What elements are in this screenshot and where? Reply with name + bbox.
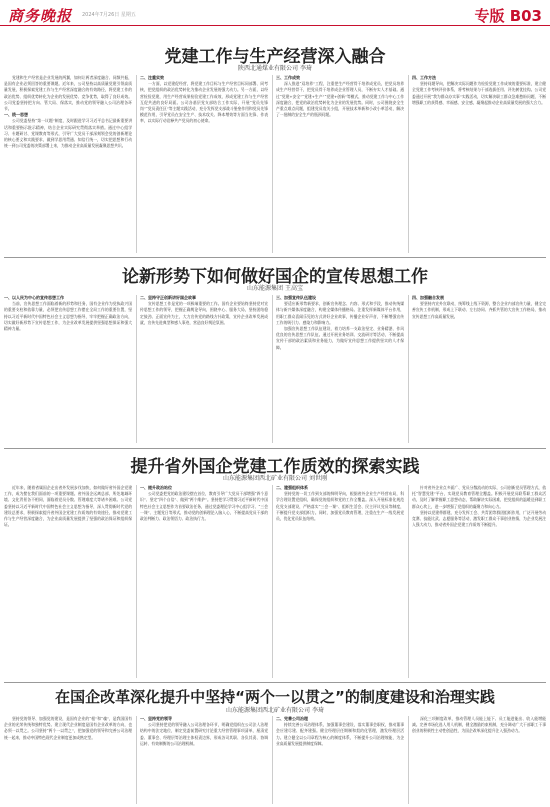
column-divider xyxy=(408,716,409,804)
article-2-byline: 山东能源集团 王高宝 xyxy=(247,285,303,292)
article-1-column-1 xyxy=(4,75,132,253)
article-1-column-3 xyxy=(276,75,404,253)
article-1-column-4 xyxy=(412,75,546,253)
column-divider xyxy=(272,716,273,804)
article-4-column-1 xyxy=(4,716,132,804)
paragraph: 加强宣传思想工作队伍建设，着力培养一支政治坚定、业务精湛、作风优良的宣传思想工作队伍。通过开展业务培训、交流研讨等活动，不断提高宣传干部的政治素质和业务能力，为做好宣传思想工作提供坚实的人才保障。 xyxy=(276,326,404,350)
subheading: 一、提升政治站位 xyxy=(140,485,172,490)
paragraph: 坚持以党建带群建，充分发挥工会、共青团等群团组织作用，广泛开展劳动竞赛、技能比武、志愿服务等活动，激发职工群众干事创业热情，为企业发展注入强大动力，推动省外国企党建工作质效不断提升。 xyxy=(412,509,546,528)
article-4-column-3 xyxy=(276,716,404,804)
paragraph: 一方面，以党建促经营，将党建工作目标与生产经营目标同部署、同考核，把党组织的政治优势转化为推动企业发展的强大动力。另一方面，以经营检验党建，用生产经营成果检验党建工作成效，形成党建工作与生产经营互促共进的良好局面。公司各基层党支部结合工作实际，开展“党员先锋岗”“党员责任区”等主题实践活动，充分发挥党支部战斗堡垒作用和党员先锋模范作用，引导党员在安全生产、技术攻关、降本增效等方面当先锋、作表率，以实际行动诠释共产党员的初心使命。 xyxy=(140,81,268,124)
column-divider xyxy=(272,485,273,678)
article-4-byline: 山东能源集团西北矿业有限公司 李琦 xyxy=(226,707,324,714)
paragraph: 党建和生产经营是企业发展的两翼，如何让两者深度融合、同频共振，是国有企业必须回答的重要课题。近年来，公司坚持以高质量党建引领高质量发展，积极探索党建工作与生产经营深度融合的有效路径，将党建工作的政治优势、组织优势转化为企业的发展优势、竞争优势，取得了良好成效。公司党委坚持把方向、管大局、保落实，推动党的领导融入公司治理各环节。 xyxy=(4,75,132,112)
article-2-column-4 xyxy=(412,295,546,443)
column-divider xyxy=(136,75,137,253)
article-1-byline: 陕西北通煤业有限公司 李琦 xyxy=(238,65,312,72)
subheading: 三、加强宣传队伍建设 xyxy=(276,295,316,300)
paragraph: 宣传思想工作是党的一项极端重要的工作。国有企业要始终坚持党对宣传思想工作的领导，把握正确舆论导向，围绕中心、服务大局，坚持团结稳定鼓劲、正面宣传为主，大力宣传党的路线方针政策，宣传企业改革发展成就，宣传先进典型和感人事迹，营造良好舆论氛围。 xyxy=(140,301,268,325)
paragraph: 坚持问题导向，把解决实际问题作为检验党建工作成效的重要标准，建立健全党建工作考核评价体系，将考核结果与干部选拔任用、评先树优挂钩。公司党委通过开展“我为群众办实事”实践活动，切实解决职工群众急难愁盼问题，不断增强职工的获得感、幸福感、安全感，凝聚起推动企业高质量发展的强大合力。 xyxy=(412,81,546,105)
article-4-column-2 xyxy=(140,716,268,804)
paragraph: 要坚持内宣外宣联动，统筹线上线下资源，整合企业内部宣传力量，健全完善宣传工作机制，形成上下联动、左右协同、齐抓共管的大宣传工作格局，推动宣传思想工作高质量发展。 xyxy=(412,301,546,319)
article-2-column-2 xyxy=(140,295,268,443)
article-2-column-1 xyxy=(4,295,132,443)
article-2-title: 论新形势下如何做好国企的宣传思想工作 xyxy=(122,267,428,287)
subheading: 一、统一思想 xyxy=(4,112,28,118)
paragraph: 当前，宣传思想工作面临着新的形势和任务，国有企业作为党执政兴国的重要支柱和依靠力量，必须把宣传思想工作摆在全局工作的重要位置，坚持以习近平新时代中国特色社会主义思想为指导，牢牢把握正确政治方向，切实做好新形势下宣传思想工作，为企业改革发展提供坚强思想保证和强大精神力量。 xyxy=(4,301,132,332)
paragraph: 深化三项制度改革，推动管理人员能上能下、员工能进能出、收入能增能减。完善市场化选人用人机制，健全激励约束机制，充分调动广大干部职工干事创业的积极性主动性创造性，为国企改革深化提升注入强劲动力。 xyxy=(412,716,546,734)
article-4-column-4 xyxy=(412,716,546,804)
paragraph: 深入推进“双培养”工程，注重把生产经营骨干培养成党员，把党员培养成生产经营骨干，把党员骨干培养成企业管理人员，不断夯实人才基础。通过“党建+安全”“党建+生产”“党建+创新”等模式，推动党建工作与中心工作深度融合，把党的政治优势转化为企业的发展优势。同时，公司围绕安全生产重点难点问题，组建党员攻关小组，开展技术革新和小改小革活动，解决了一批制约安全生产的瓶颈问题。 xyxy=(276,81,404,118)
subheading: 三、工作成效 xyxy=(276,75,300,80)
column-divider xyxy=(136,295,137,443)
subheading: 二、坚持守正创新讲好国企故事 xyxy=(140,295,196,300)
paragraph: 公司党委把党的政治建设摆在首位，教育引导广大党员干部增强“四个意识”、坚定“四个自信”、做到“两个维护”。坚持把学习贯彻习近平新时代中国特色社会主义思想作为首要政治任务，通过党委理论学习中心组学习、“三会一课”、主题党日等形式，推动党的创新理论入脑入心，不断提高党员干部的政治判断力、政治领悟力、政治执行力。 xyxy=(140,491,268,522)
subheading: 一、坚持党的领导 xyxy=(140,716,172,721)
article-3-column-2 xyxy=(140,485,268,678)
article-3-column-1 xyxy=(4,485,132,678)
subheading: 二、注重实效 xyxy=(140,75,164,80)
paragraph: 公司坚持把党的领导融入公司治理各环节，明确党组织在公司法人治理结构中的法定地位，制定党委前置研究讨论重大经营管理事项清单，厘清党委、董事会、经理层等治理主体权责边界，形成各司其职、各负其责、协调运转、有效制衡的公司治理机制。 xyxy=(140,722,268,746)
column-divider xyxy=(136,716,137,804)
subheading: 四、工作方法 xyxy=(412,75,436,80)
article-3-title: 提升省外国企党建工作质效的探索实践 xyxy=(130,457,420,477)
section-divider xyxy=(4,448,546,449)
column-divider xyxy=(272,75,273,253)
subheading: 一、以人民为中心的宣传思想工作 xyxy=(4,295,64,300)
subheading: 二、建强组织体系 xyxy=(276,485,308,490)
masthead xyxy=(0,0,550,28)
article-3-column-4 xyxy=(412,485,546,678)
article-2-column-3 xyxy=(276,295,404,443)
paragraph: 公司党委坚持“第一议题”制度，及时跟进学习习近平总书记最新重要讲话和重要指示批示精神，结合企业实际研究贯彻落实举措。通过中心组学习、专题研讨、党课教育等形式，引导广大党员干部深刻领会党的创新理论的核心要义和实践要求，做到学思用贯通、知信行统一，切实把思想和行动统一到公司党委的决策部署上来，为推动企业高质量发展凝聚思想共识。 xyxy=(4,118,132,149)
article-1-title: 党建工作与生产经营深入融合 xyxy=(164,47,386,67)
column-divider xyxy=(408,75,409,253)
paragraph: 近年来，随着省属国企走出省外发展步伐加快，如何做好省外国企党建工作，成为摆在我们面前的一项重要课题。省外国企远离总部，所处地域环境、文化背景各不相同，面临着党员分散、管理难度大等诸多困难。公司党委坚持以习近平新时代中国特色社会主义思想为指导，深入贯彻新时代党的建设总要求，积极探索提升省外国企党建工作质效的有效途径，推动党建工作与生产经营深度融合，为企业高质量发展提供了坚强的政治保证和组织保证。 xyxy=(4,485,132,528)
subheading: 四、加强融合发展 xyxy=(412,295,444,300)
paragraph: 坚持党的领导、加强党的建设，是国有企业的“根”和“魂”，是我国国有企业的光荣传统和独特优势。建立现代企业制度是国有企业改革的方向，也必须一以贯之。公司坚持“两个一以贯之”，把加强党的领导和完善公司治理统一起来，推动中国特色现代企业制度更加成熟定型。 xyxy=(4,716,132,740)
column-divider xyxy=(136,485,137,678)
paragraph: 针对省外企业点多面广、党员分散流动的实际，公司创新党员管理方式，依托“智慧党建”平台，实现党员教育管理全覆盖。积极开展党员联系职工群众活动，及时了解掌握职工思想动态，帮助解决实际困难，把党组织的温暖送到职工群众心坎上，进一步增强了党组织的凝聚力和向心力。 xyxy=(412,485,546,509)
subheading: 二、完善公司治理 xyxy=(276,716,308,721)
paragraph: 要适应新形势新要求，创新宣传理念、内容、形式和手段，推动传统媒体与新兴媒体深度融合，构建全媒体传播格局。注重发挥新媒体平台作用，用职工群众喜闻乐见的方式讲好企业故事，传播企业好声音，不断增强宣传工作的吸引力、感染力和影响力。 xyxy=(276,301,404,325)
column-divider xyxy=(272,295,273,443)
article-4-title: 在国企改革深化提升中坚持“两个一以贯之”的制度建设和治理实践 xyxy=(55,688,495,706)
section-divider xyxy=(4,682,546,683)
issue-date: 2024年7月26日 星期五 xyxy=(82,12,136,18)
article-3-byline: 山东能源集团西北矿业有限公司 刘世刚 xyxy=(223,475,327,482)
newspaper-logo: 商务晚报 xyxy=(8,7,73,25)
paragraph: 坚持党的一切工作到支部的鲜明导向，根据省外企业生产经营布局，科学合理设置党组织，确保党的组织和党的工作全覆盖。深入开展标准化规范化党支部建设，严格落实“三会一课”、组织生活会、民主评议党员等制度，不断提升党支部组织力。同时，加强党员教育管理，注重在生产一线发展党员，优化党员队伍结构。 xyxy=(276,491,404,522)
article-3-column-3 xyxy=(276,485,404,678)
masthead-rule xyxy=(0,25,550,26)
section-divider xyxy=(4,257,546,258)
edition-label: 专版 B03 xyxy=(474,7,542,25)
column-divider xyxy=(408,485,409,678)
paragraph: 持续完善公司治理体系，加强董事会建设，落实董事会职权，推动董事会应建尽建、配齐建强。健全经理层任期制和契约化管理，激发经理层活力。建立健全以公司章程为核心的制度体系，不断提升公司治理效能，为企业高质量发展提供制度保障。 xyxy=(276,722,404,746)
column-divider xyxy=(408,295,409,443)
article-1-column-2 xyxy=(140,75,268,253)
